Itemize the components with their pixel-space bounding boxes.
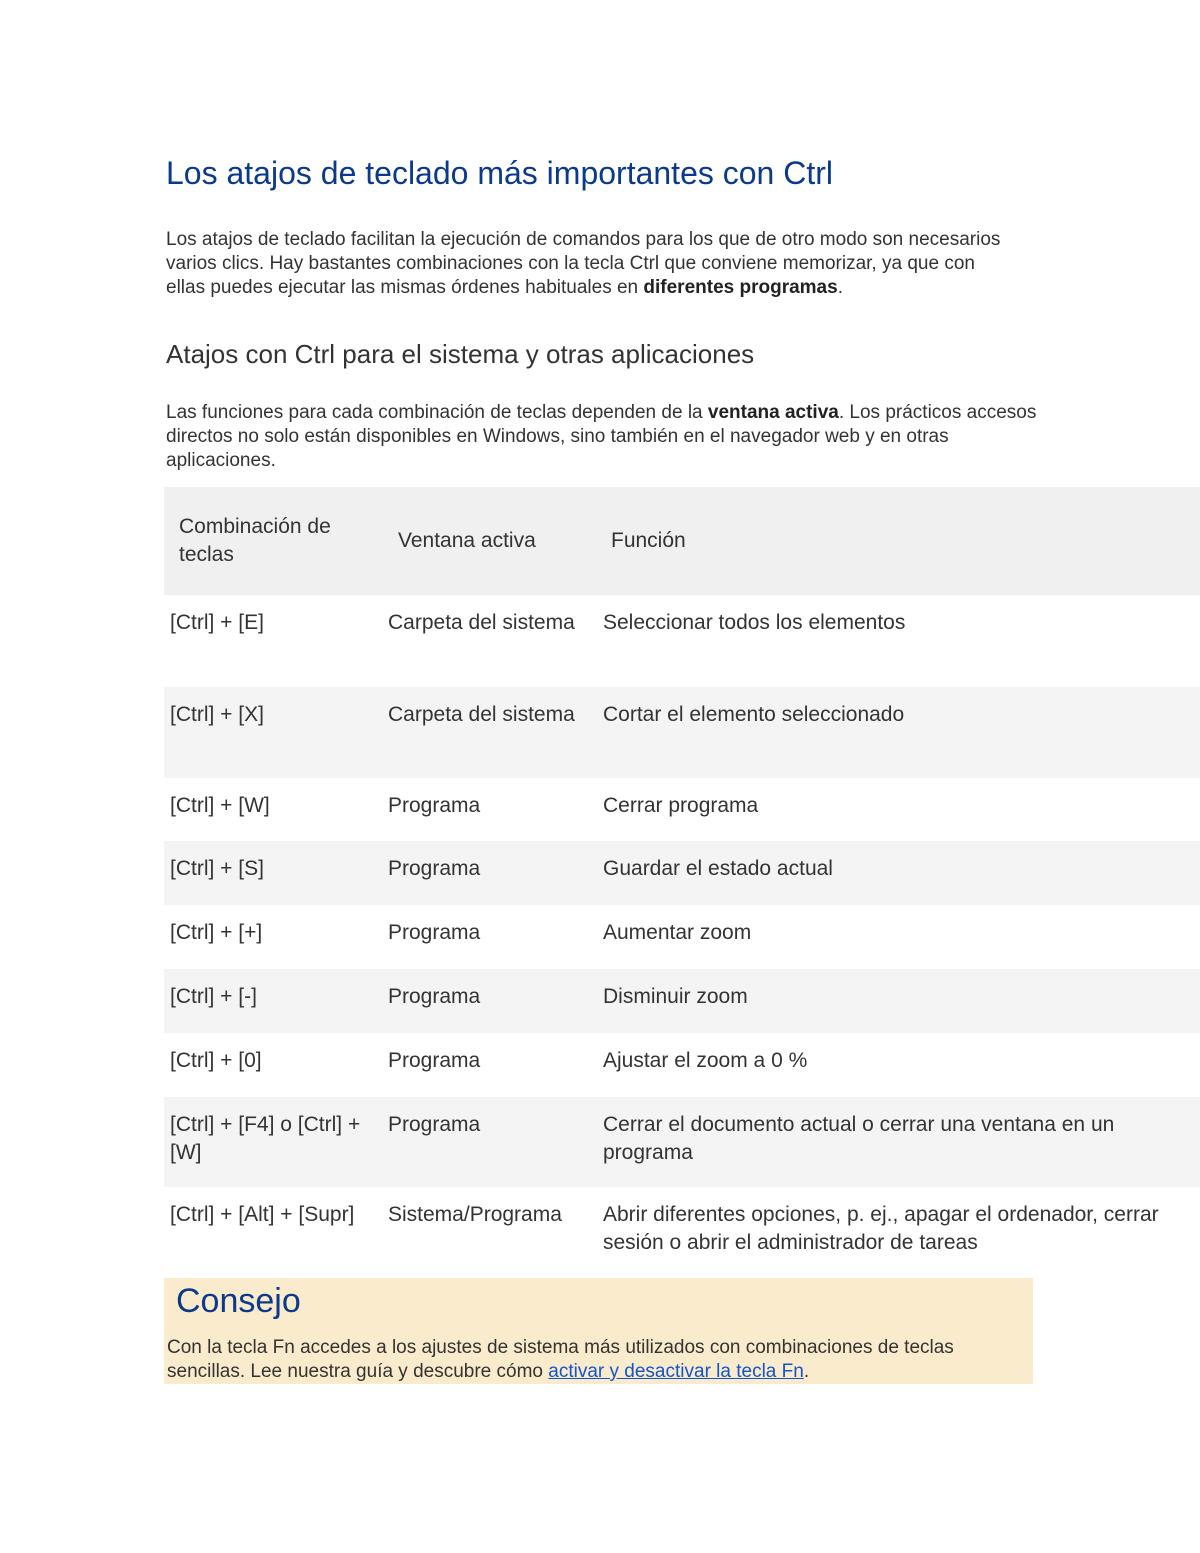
cell-function: Guardar el estado actual <box>603 857 833 880</box>
intro-paragraph <box>166 228 1016 300</box>
cell-keys: [Ctrl] + [S] <box>170 857 264 880</box>
shortcuts-table <box>164 487 1200 1275</box>
table-row <box>164 595 1200 687</box>
header-keys: Combinación de teclas <box>179 515 331 566</box>
cell-keys: [Ctrl] + [E] <box>170 611 264 634</box>
cell-function: Seleccionar todos los elementos <box>603 611 906 634</box>
tip-body: Con la tecla Fn accedes a los ajustes de sistema más utilizados con combinaciones de teclas sencillas. Lee nuestra guía y descubre cómo <box>167 1337 954 1382</box>
header-function: Función <box>611 529 686 552</box>
cell-window: Carpeta del sistema <box>388 611 575 634</box>
cell-keys: [Ctrl] + [F4] o [Ctrl] + [W] <box>170 1113 361 1164</box>
table-row <box>164 1187 1200 1275</box>
cell-keys: [Ctrl] + [0] <box>170 1049 262 1072</box>
table-row <box>164 841 1200 905</box>
table-row <box>164 778 1200 841</box>
cell-function: Cerrar programa <box>603 794 759 817</box>
header-window: Ventana activa <box>398 529 536 552</box>
intro-end: . <box>837 277 843 298</box>
cell-window: Programa <box>388 921 481 944</box>
cell-function: Cortar el elemento seleccionado <box>603 703 905 726</box>
cell-keys: [Ctrl] + [W] <box>170 794 270 817</box>
cell-function: Aumentar zoom <box>603 921 752 944</box>
cell-keys: [Ctrl] + [+] <box>170 921 263 944</box>
table-row <box>164 1033 1200 1097</box>
table-row <box>164 969 1200 1033</box>
para2-after: . Los prácticos accesos directos no solo están disponibles en Windows, sino también en el navegador web y en otras aplicaciones. <box>166 402 1037 471</box>
fn-key-guide-link[interactable]: activar y desactivar la tecla Fn <box>548 1361 804 1382</box>
intro-text: Los atajos de teclado facilitan la ejecución de comandos para los que de otro modo son necesarios varios clics. Hay bastantes combinaciones con la tecla Ctrl que conviene memorizar, ya que con ellas puedes ejecutar las mismas órdenes habituales en <box>166 229 1001 298</box>
tip-end: . <box>803 1361 810 1382</box>
tip-text <box>167 1336 1029 1384</box>
cell-window: Programa <box>388 857 481 880</box>
cell-keys: [Ctrl] + [Alt] + [Supr] <box>170 1203 355 1226</box>
table-header-row <box>164 487 1200 595</box>
cell-keys: [Ctrl] + [X] <box>170 703 264 726</box>
para2-bold-text: ventana activa <box>707 402 839 423</box>
tip-title: Consejo <box>176 1282 301 1320</box>
cell-function: Ajustar el zoom a 0 % <box>603 1049 808 1072</box>
section-subtitle: Atajos con Ctrl para el sistema y otras aplicaciones <box>166 339 755 369</box>
intro-bold-text: diferentes programas <box>643 277 838 298</box>
cell-window: Carpeta del sistema <box>388 703 575 726</box>
page-title: Los atajos de teclado más importantes con Ctrl <box>166 155 833 191</box>
para2-before: Las funciones para cada combinación de teclas dependen de la <box>166 402 708 423</box>
table-row <box>164 1097 1200 1187</box>
section-paragraph <box>166 401 1046 473</box>
cell-function: Abrir diferentes opciones, p. ej., apagar el ordenador, cerrar sesión o abrir el administrador de tareas <box>603 1203 1159 1254</box>
tip-box <box>164 1278 1033 1384</box>
cell-keys: [Ctrl] + [-] <box>170 985 257 1008</box>
table-row <box>164 687 1200 778</box>
cell-function: Disminuir zoom <box>603 985 748 1008</box>
cell-window: Programa <box>388 1049 481 1072</box>
cell-function: Cerrar el documento actual o cerrar una ventana en un programa <box>603 1113 1115 1164</box>
cell-window: Programa <box>388 985 481 1008</box>
cell-window: Sistema/Programa <box>388 1203 562 1226</box>
cell-window: Programa <box>388 1113 481 1136</box>
table-row <box>164 905 1200 969</box>
cell-window: Programa <box>388 794 481 817</box>
